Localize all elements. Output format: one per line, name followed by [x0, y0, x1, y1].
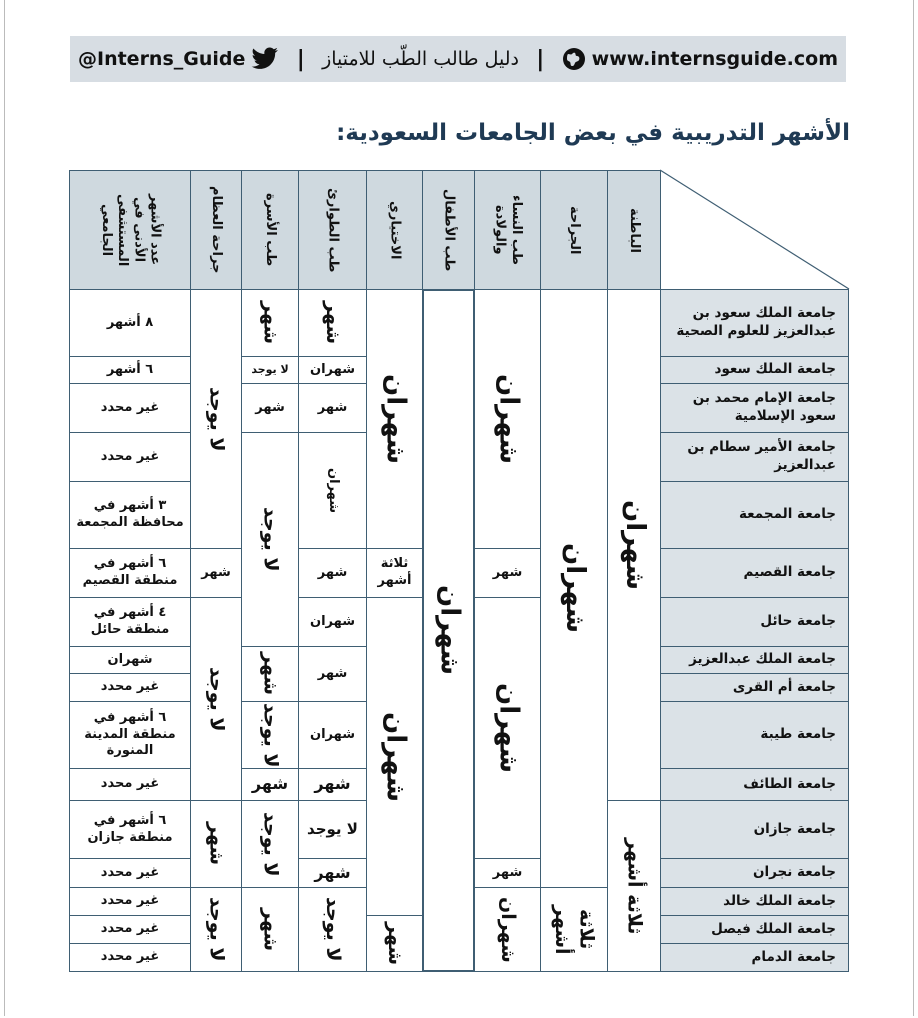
- header-family: طب الأسرة: [241, 170, 299, 290]
- ortho-cell-14-16: لا يوجد: [190, 887, 242, 972]
- header-er: طب الطوارئ: [298, 170, 367, 290]
- university-row-5: جامعة المجمعة: [660, 481, 849, 549]
- er-cell-2: شهران: [298, 356, 367, 384]
- university-row-11: جامعة الطائف: [660, 768, 849, 801]
- min-months-cell-1: ٨ أشهر: [69, 289, 191, 357]
- university-row-6: جامعة القصيم: [660, 548, 849, 598]
- er-cell-6: شهر: [298, 548, 367, 598]
- internal-cell-main: شهران: [607, 289, 661, 801]
- banner-separator: |: [296, 46, 305, 72]
- family-cell-12-13: لا يوجد: [241, 800, 299, 888]
- surgery-cell-main: شهران: [540, 289, 608, 888]
- family-cell-3: شهر: [241, 383, 299, 433]
- university-row-15: جامعة الملك فيصل: [660, 915, 849, 944]
- header-min-months: عدد الأشهر الأدنى في المستشفى الجامعي: [69, 170, 191, 290]
- university-row-1: جامعة الملك سعود بن عبدالعزيز للعلوم الصحية: [660, 289, 849, 357]
- ortho-cell-7-11: لا يوجد: [190, 597, 242, 801]
- family-cell-11: شهر: [241, 768, 299, 801]
- er-cell-7: شهران: [298, 597, 367, 647]
- family-cell-2: لا يوجد: [241, 356, 299, 384]
- obgyn-cell-qassim: شهر: [474, 548, 541, 598]
- min-months-cell-5: ٣ أشهر في محافظة المجمعة: [69, 481, 191, 549]
- university-row-7: جامعة حائل: [660, 597, 849, 647]
- banner-separator-2: |: [536, 46, 545, 72]
- min-months-cell-9: غير محدد: [69, 673, 191, 702]
- er-cell-3: شهر: [298, 383, 367, 433]
- min-months-cell-11: غير محدد: [69, 768, 191, 801]
- obgyn-cell-bottom: شهران: [474, 887, 541, 972]
- header-ortho: جراحة العظام: [190, 170, 242, 290]
- ortho-cell-1-5: لا يوجد: [190, 289, 242, 549]
- university-row-2: جامعة الملك سعود: [660, 356, 849, 384]
- university-row-13: جامعة نجران: [660, 858, 849, 888]
- min-months-cell-6: ٦ أشهر في منطقة القصيم: [69, 548, 191, 598]
- university-row-14: جامعة الملك خالد: [660, 887, 849, 916]
- family-cell-10: لا يوجد: [241, 701, 299, 769]
- min-months-cell-4: غير محدد: [69, 432, 191, 482]
- header-internal: الباطنة: [607, 170, 661, 290]
- university-row-3: جامعة الإمام محمد بن سعود الإسلامية: [660, 383, 849, 433]
- obgyn-cell-top: شهران: [474, 289, 541, 549]
- university-row-12: جامعة جازان: [660, 800, 849, 859]
- er-cell-8-9: شهر: [298, 646, 367, 702]
- university-row-8: جامعة الملك عبدالعزيز: [660, 646, 849, 674]
- internal-cell-jazan: ثلاثة أشهر: [607, 800, 661, 972]
- min-months-cell-3: غير محدد: [69, 383, 191, 433]
- obgyn-cell-middle: شهران: [474, 597, 541, 859]
- er-cell-11: شهر: [298, 768, 367, 801]
- min-months-cell-13: غير محدد: [69, 858, 191, 888]
- twitter-handle[interactable]: @Interns_Guide: [78, 48, 246, 70]
- banner-title: دليل طالب الطّب للامتياز: [322, 48, 519, 70]
- surgery-cell-bottom: ثلاثة أشهر: [540, 887, 608, 972]
- min-months-cell-15: غير محدد: [69, 915, 191, 944]
- university-row-16: جامعة الدمام: [660, 943, 849, 972]
- peds-cell-main: شهران: [422, 289, 475, 972]
- elective-cell-middle: شهران: [366, 597, 423, 917]
- university-row-4: جامعة الأمير سطام بن عبدالعزيز: [660, 432, 849, 482]
- family-cell-1: شهر: [241, 289, 299, 357]
- min-months-cell-2: ٦ أشهر: [69, 356, 191, 384]
- min-months-cell-14: غير محدد: [69, 887, 191, 916]
- ortho-cell-12-13: شهر: [190, 800, 242, 888]
- header-obgyn: طب النساء والولادة: [474, 170, 541, 290]
- family-cell-8-9: شهر: [241, 646, 299, 702]
- min-months-cell-10: ٦ أشهر في منطقة المدينة المنورة: [69, 701, 191, 769]
- min-months-cell-7: ٤ أشهر في منطقة حائل: [69, 597, 191, 647]
- elective-cell-qassim: ثلاثة أشهر: [366, 548, 423, 598]
- family-cell-14-16: شهر: [241, 887, 299, 972]
- university-row-9: جامعة أم القرى: [660, 673, 849, 702]
- website-link[interactable]: www.internsguide.com: [591, 48, 838, 70]
- er-cell-12: لا يوجد: [298, 800, 367, 859]
- er-cell-1: شهر: [298, 289, 367, 357]
- header-peds: طب الأطفال: [422, 170, 475, 290]
- er-cell-4-5: شهران: [298, 432, 367, 549]
- elective-cell-top: شهران: [366, 289, 423, 549]
- page-title: الأشهر التدريبية في بعض الجامعات السعودية:: [336, 120, 850, 146]
- obgyn-cell-najran: شهر: [474, 858, 541, 888]
- min-months-cell-16: غير محدد: [69, 943, 191, 972]
- ortho-cell-6: شهر: [190, 548, 242, 598]
- university-row-10: جامعة طيبة: [660, 701, 849, 769]
- er-cell-10: شهران: [298, 701, 367, 769]
- elective-cell-bottom: شهر: [366, 915, 423, 972]
- min-months-cell-12: ٦ أشهر في منطقة جازان: [69, 800, 191, 859]
- er-cell-14-16: لا يوجد: [298, 887, 367, 972]
- er-cell-13: شهر: [298, 858, 367, 888]
- header-surgery: الجراحة: [540, 170, 608, 290]
- family-cell-4-7: لا يوجد: [241, 432, 299, 647]
- header-elective: الاختياري: [366, 170, 423, 290]
- min-months-cell-8: شهران: [69, 646, 191, 674]
